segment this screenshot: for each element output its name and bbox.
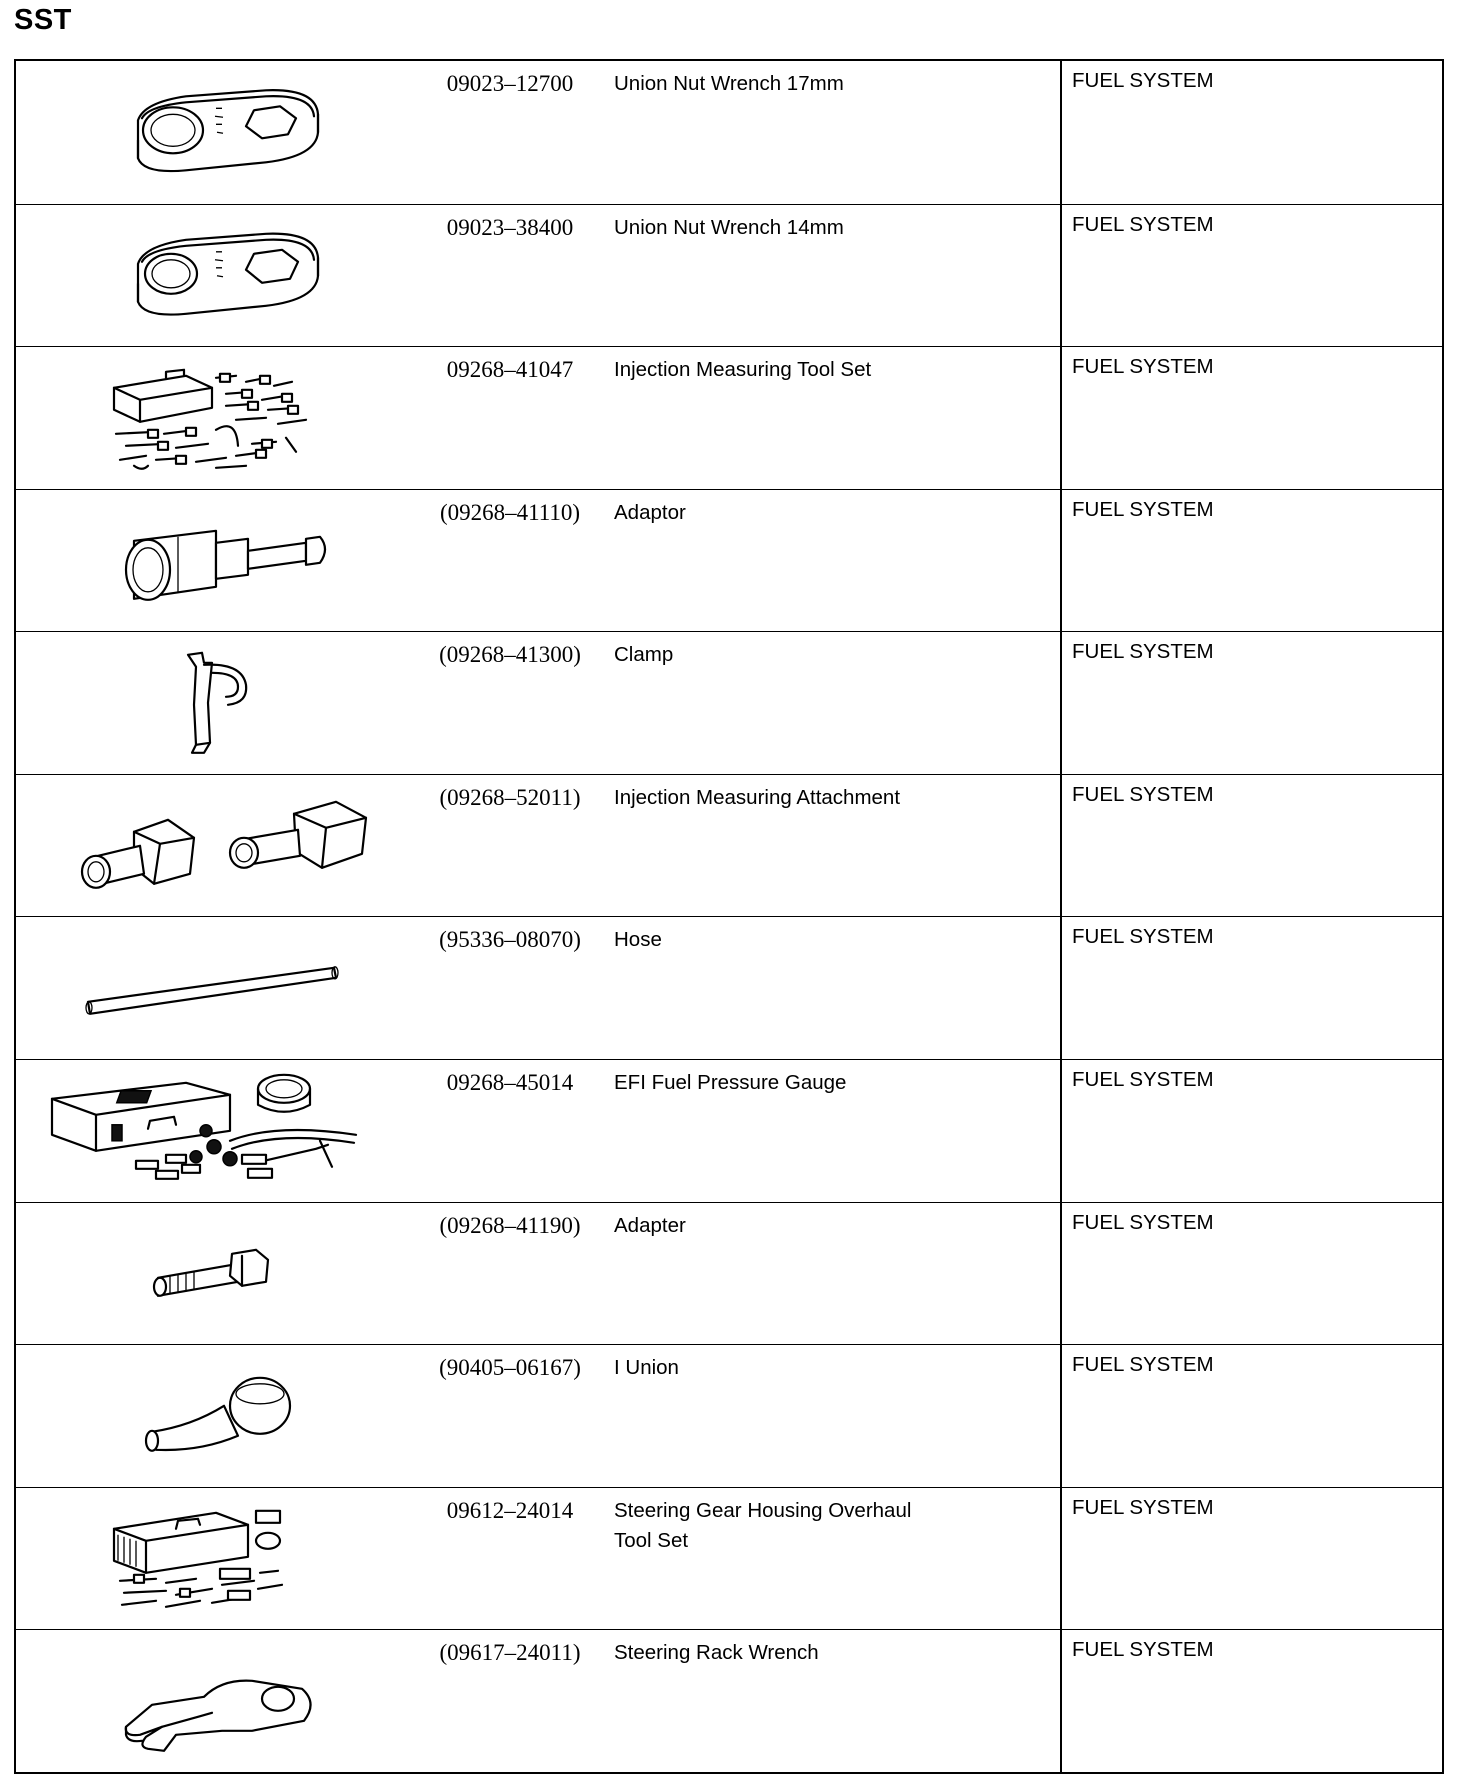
i-union-illustration (16, 1345, 416, 1487)
part-number: 09268–45014 (446, 1070, 574, 1096)
category: FUEL SYSTEM (1072, 1638, 1214, 1662)
part-number: (90405–06167) (439, 1355, 581, 1381)
steering-rack-wrench-illustration (16, 1630, 416, 1772)
adapter-bolt-illustration (16, 1203, 416, 1345)
category: FUEL SYSTEM (1072, 782, 1214, 806)
clamp-illustration (16, 632, 416, 774)
tool-name: Injection Measuring Attachment (614, 785, 901, 809)
tool-name: Adaptor (614, 500, 686, 524)
page-title: SST (14, 4, 72, 36)
table-row (16, 1202, 1442, 1345)
tool-name: EFI Fuel Pressure Gauge (614, 1071, 847, 1095)
table-row (16, 1344, 1442, 1487)
tool-name: Union Nut Wrench 14mm (614, 215, 844, 239)
table-row (16, 774, 1442, 917)
tool-name: Clamp (614, 643, 674, 667)
table-row (16, 631, 1442, 774)
part-number: 09612–24014 (446, 1497, 574, 1523)
union-nut-wrench-17mm-illustration (16, 61, 416, 204)
injection-measuring-tool-set-illustration (16, 347, 416, 489)
union-nut-wrench-14mm-illustration (16, 205, 416, 347)
category: FUEL SYSTEM (1072, 1495, 1214, 1519)
category: FUEL SYSTEM (1072, 69, 1214, 92)
table-row (16, 489, 1442, 632)
tool-name: Hose (614, 928, 662, 952)
table-row (16, 1487, 1442, 1630)
tool-name: Injection Measuring Tool Set (614, 358, 872, 382)
category: FUEL SYSTEM (1072, 1210, 1214, 1234)
table-row (16, 204, 1442, 347)
category: FUEL SYSTEM (1072, 1068, 1214, 1092)
hose-illustration (16, 917, 416, 1059)
category: FUEL SYSTEM (1072, 212, 1214, 236)
part-number: 09023–12700 (446, 71, 574, 96)
table-row (16, 916, 1442, 1059)
category: FUEL SYSTEM (1072, 640, 1214, 664)
part-number: 09023–38400 (446, 214, 574, 240)
sst-table (14, 59, 1444, 1774)
category: FUEL SYSTEM (1072, 1353, 1214, 1377)
category: FUEL SYSTEM (1072, 355, 1214, 379)
tool-name: I Union (614, 1356, 679, 1380)
steering-gear-housing-overhaul-tool-set-illustration (16, 1488, 416, 1630)
part-number: (09268–41300) (439, 642, 581, 668)
tool-name: Steering Gear Housing Overhaul Tool Set (614, 1498, 912, 1552)
tool-name: Adapter (614, 1213, 686, 1237)
tool-name: Steering Rack Wrench (614, 1641, 819, 1665)
part-number: (09268–41110) (439, 499, 581, 525)
table-row (16, 61, 1442, 204)
part-number: (09617–24011) (439, 1640, 581, 1666)
category: FUEL SYSTEM (1072, 925, 1214, 949)
efi-fuel-pressure-gauge-illustration (16, 1060, 416, 1202)
injection-measuring-attachment-illustration (16, 775, 416, 917)
table-row (16, 1629, 1442, 1772)
category: FUEL SYSTEM (1072, 497, 1214, 521)
part-number: 09268–41047 (446, 357, 574, 383)
part-number: (09268–52011) (439, 784, 581, 810)
tool-name: Union Nut Wrench 17mm (614, 72, 844, 95)
table-row (16, 1059, 1442, 1202)
adaptor-illustration (16, 490, 416, 632)
part-number: (95336–08070) (439, 927, 581, 953)
part-number: (09268–41190) (439, 1212, 581, 1238)
table-row (16, 346, 1442, 489)
